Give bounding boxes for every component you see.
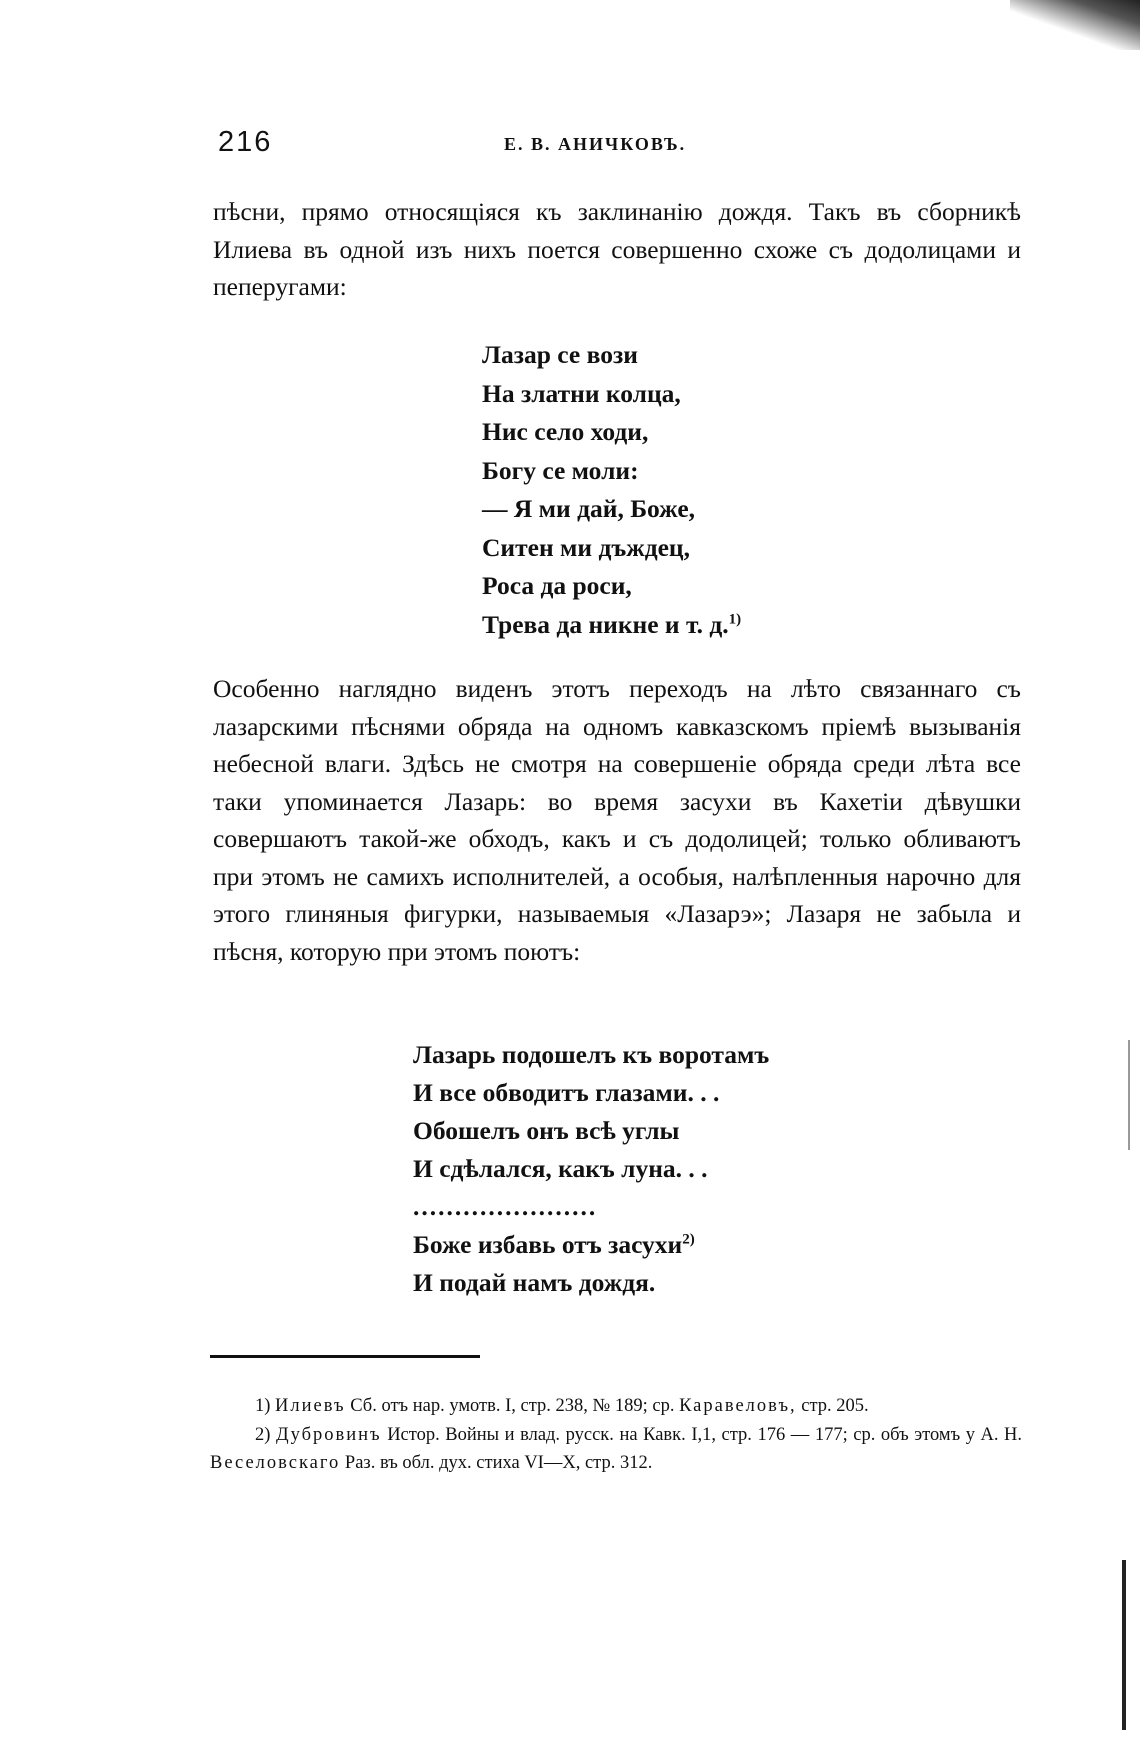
paragraph-2: Особенно наглядно виденъ этотъ переходъ на лѣто связаннаго съ лазарскими пѣснями обряда на одномъ кавказскомъ пріемѣ вызыванія небесной влаги. Здѣсь не смотря на совершеніе обряда среди лѣта все таки упоминается Лазарь: во время засухи въ Кахетіи дѣвушки совершаютъ такой-же обходъ, какъ и съ додолицей; только обливаютъ при этомъ не самихъ исполнителей, а особыя, налѣпленныя нарочно для этого глиняныя фигурки, называемыя «Лазарэ»; Лазаря не забыла и пѣсня, которую при этомъ поютъ: (213, 674, 1021, 966)
verse-line: И подай намъ дождя. (413, 1268, 656, 1297)
footnote-marker: 1) (255, 1396, 271, 1416)
verse-2 (413, 1036, 769, 1302)
footnote-author: Каравеловъ, (679, 1396, 797, 1416)
footnote-text: Истор. Войны и влад. русск. на Кавк. I,1, стр. 176 — 177; ср. объ этомъ у А. Н. (387, 1424, 1023, 1445)
verse-1 (482, 336, 741, 644)
footnote-marker: 2) (682, 1231, 695, 1248)
footnote-author: Дубровинъ (275, 1424, 382, 1445)
footnote-1 (210, 1392, 1022, 1421)
verse-line: Лазарь подошелъ къ воротамъ (413, 1040, 770, 1069)
footnote-marker: 1) (728, 611, 742, 627)
footnotes (210, 1392, 1022, 1478)
verse-line: — Я ми дай, Боже, (482, 494, 696, 523)
footnote-author: Веселовскаго (210, 1453, 341, 1473)
verse-ellipsis: ...................... (413, 1192, 598, 1221)
running-head (218, 126, 1018, 166)
verse-line: Нис село ходи, (482, 417, 649, 446)
paragraph-1: пѣсни, прямо относящіяся къ заклинанію дождя. Такъ въ сборникѣ Илиева въ одной изъ нихъ поется совершенно схоже съ додолицами и пеперугами: (213, 197, 1021, 301)
verse-line: На златни колца, (482, 378, 681, 408)
footnote-marker: 2) (255, 1424, 271, 1445)
verse-line: Роса да роси, (482, 571, 632, 600)
verse-line: И все обводитъ глазами. . . (413, 1078, 720, 1107)
scan-edge-mark (1128, 1040, 1130, 1150)
running-head-author: Е. В. АНИЧКОВЪ. (504, 134, 687, 154)
verse-text: Трева да никне и т. д. (482, 609, 729, 639)
verse-line: Богу се моли: (482, 455, 639, 485)
verse-line: И сдѣлался, какъ луна. . . (413, 1154, 708, 1183)
scan-edge-shadow (1010, 0, 1140, 50)
footnote-2 (210, 1421, 1022, 1478)
footnote-text: стр. 205. (801, 1396, 869, 1416)
footnote-author: Илиевъ (275, 1396, 346, 1416)
scan-edge-mark (1122, 1560, 1126, 1730)
verse-line: Ситен ми дъждец, (482, 532, 690, 562)
footnote-text: Раз. въ обл. дух. стиха VI—X, стр. 312. (344, 1453, 653, 1473)
verse-text: Боже избавь отъ засухи (413, 1230, 683, 1259)
verse-line: Лазар се вози (482, 340, 638, 369)
verse-line-last (482, 606, 741, 645)
verse-line: Обошелъ онъ всѣ углы (413, 1116, 680, 1145)
verse-line-with-note (413, 1226, 769, 1264)
page-number: 216 (218, 126, 273, 158)
footnote-text: Сб. отъ нар. умотв. I, стр. 238, № 189; ср. (350, 1396, 675, 1416)
footnote-divider (210, 1355, 480, 1358)
